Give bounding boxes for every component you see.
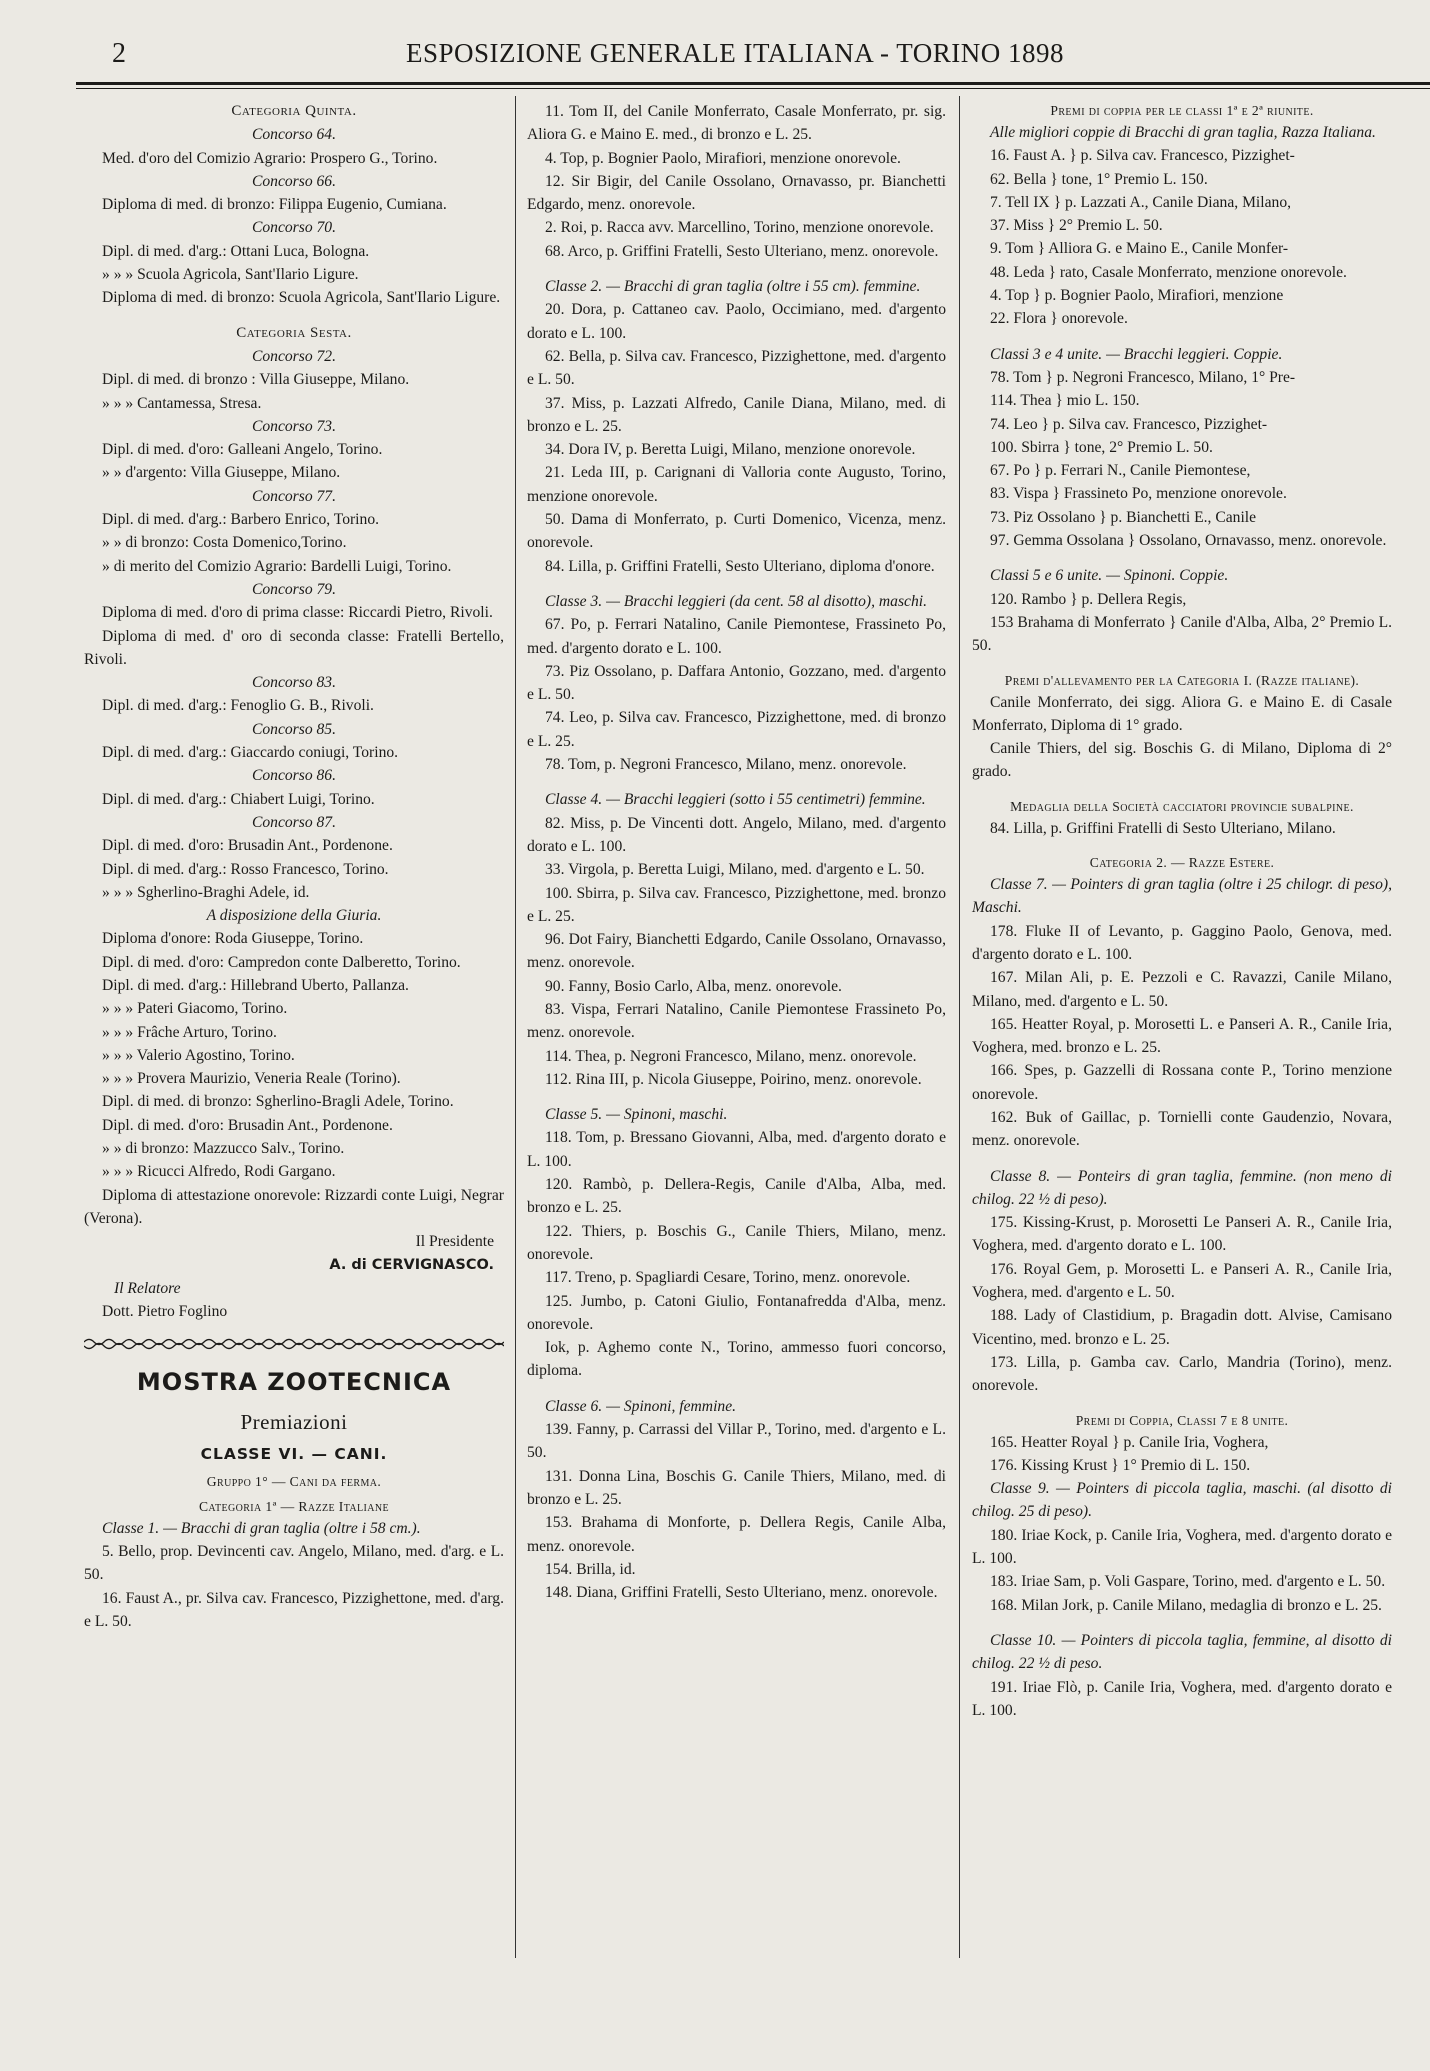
column-1-tail-entries	[84, 1517, 504, 1633]
subheading: Concorso 77.	[251, 487, 337, 505]
entry: 154. Brilla, id.	[545, 1560, 636, 1578]
entry: 16. Faust A., pr. Silva cav. Francesco, Pizzighettone, med. d'arg. e L. 50.	[84, 1589, 504, 1630]
entry: 114. Thea, p. Negroni Francesco, Milano, menz. onorevole.	[545, 1047, 917, 1065]
entry: 73. Piz Ossolano } p. Bianchetti E., Canile	[990, 508, 1257, 526]
subheading: Concorso 70.	[251, 219, 337, 237]
entry: » di merito del Comizio Agrario: Bardelli Luigi, Torino.	[102, 557, 452, 575]
entry: Diploma d'onore: Roda Giuseppe, Torino.	[102, 930, 364, 948]
entry: 131. Donna Lina, Boschis G. Canile Thiers, Milano, med. di bronzo e L. 25.	[527, 1467, 946, 1508]
header-rule	[76, 82, 1430, 85]
entry: 176. Royal Gem, p. Morosetti L. e Panseri A. R., Canile Iria, Voghera, med. d'argento e L. 50.	[972, 1260, 1392, 1302]
subheading: Concorso 72.	[251, 347, 337, 365]
entry: 100. Sbirra, p. Silva cav. Francesco, Pizzighettone, med. bronzo e L. 25.	[527, 884, 946, 925]
class-heading: Classe 7. — Pointers di gran taglia (oltre i 25 chilogr. di peso), Maschi.	[972, 876, 1392, 917]
entry: 117. Treno, p. Spagliardi Cesare, Torino, menz. onorevole.	[545, 1269, 911, 1287]
entry: Iok, p. Aghemo conte N., Torino, ammesso fuori concorso, diploma.	[527, 1339, 946, 1380]
subheading: Concorso 87.	[251, 813, 337, 831]
entry: Dipl. di med. d'arg.: Rosso Francesco, Torino.	[102, 860, 389, 878]
subheading: A disposizione della Giuria.	[206, 907, 382, 925]
entry: 78. Tom } p. Negroni Francesco, Milano, 1° Pre-	[990, 368, 1296, 386]
entry: Dipl. di med. d'arg.: Chiabert Luigi, Torino.	[102, 790, 375, 808]
entry: 168. Milan Jork, p. Canile Milano, medaglia di bronzo e L. 25.	[990, 1596, 1382, 1614]
entry: 48. Leda } rato, Casale Monferrato, menzione onorevole.	[990, 263, 1347, 281]
entry: 22. Flora } onorevole.	[990, 310, 1128, 328]
class-heading: Classe 8. — Ponteirs di gran taglia, femmine. (non meno di chilog. 22 ½ di peso).	[972, 1167, 1392, 1208]
entry: 4. Top } p. Bognier Paolo, Mirafiori, menzione	[990, 287, 1284, 305]
entry: Dipl. di med. d'arg.: Ottani Luca, Bologna.	[102, 242, 370, 260]
subheading: Concorso 86.	[251, 767, 337, 785]
entry: Dipl. di med. d'arg.: Hillebrand Uberto, Pallanza.	[102, 976, 409, 994]
entry: 178. Fluke II of Levanto, p. Gaggino Paolo, Genova, med. d'argento dorato e L. 100.	[972, 922, 1392, 963]
class-heading: Classe 10. — Pointers di piccola taglia, femmine, al disotto di chilog. 22 ½ di peso.	[972, 1631, 1392, 1673]
entry: Dipl. di med. d'arg.: Giaccardo coniugi, Torino.	[102, 744, 399, 762]
entry: 37. Miss, p. Lazzati Alfredo, Canile Diana, Milano, med. di bronzo e L. 25.	[527, 394, 946, 435]
entry: 100. Sbirra } tone, 2° Premio L. 50.	[990, 438, 1213, 456]
entry: Dipl. di med. d'oro: Brusadin Ant., Pordenone.	[102, 837, 393, 855]
column-2-entries	[527, 100, 946, 1604]
header-rule-thin	[76, 88, 1430, 89]
entry: 2. Roi, p. Racca avv. Marcellino, Torino, menzione onorevole.	[545, 219, 934, 237]
column-3	[972, 100, 1392, 1722]
section-heading: Premi di coppia per le classi 1ª e 2ª riunite.	[1050, 103, 1314, 118]
entry: 83. Vispa, Ferrari Natalino, Canile Piemontese Frassineto Po, menz. onorevole.	[527, 1000, 946, 1042]
entry: » » » Scuola Agricola, Sant'Ilario Ligure.	[102, 266, 359, 284]
entry: 122. Thiers, p. Boschis G., Canile Thiers, Milano, menz. onorevole.	[527, 1222, 946, 1263]
entry: 183. Iriae Sam, p. Voli Gaspare, Torino, med. d'argento e L. 50.	[990, 1573, 1386, 1591]
entry: 84. Lilla, p. Griffini Fratelli di Sesto Ulteriano, Milano.	[990, 819, 1336, 837]
page-number: 2	[112, 38, 126, 69]
entry: 9. Tom } Alliora G. e Maino E., Canile Monfer-	[990, 240, 1289, 258]
entry: 120. Rambo } p. Dellera Regis,	[990, 590, 1187, 608]
entry: 167. Milan Ali, p. E. Pezzoli e C. Ravazzi, Canile Milano, Milano, med. d'argento e L. 50.	[972, 969, 1392, 1010]
entry: 97. Gemma Ossolana } Ossolano, Ornavasso, menz. onorevole.	[990, 532, 1387, 550]
entry: 5. Bello, prop. Devincenti cav. Angelo, Milano, med. d'arg. e L. 50.	[84, 1543, 504, 1584]
entry: 139. Fanny, p. Carrassi del Villar P., Torino, med. d'argento e L. 50.	[527, 1421, 946, 1462]
gruppo-heading: Gruppo 1° — Cani da ferma.	[206, 1473, 382, 1489]
entry: 62. Bella, p. Silva cav. Francesco, Pizzighettone, med. d'argento e L. 50.	[527, 347, 946, 389]
signature-title: Il Presidente	[415, 1233, 494, 1251]
entry: » » » Ricucci Alfredo, Rodi Gargano.	[102, 1163, 336, 1181]
entry: 84. Lilla, p. Griffini Fratelli, Sesto Ulteriano, diploma d'onore.	[545, 557, 935, 575]
premiazioni-heading: Premiazioni	[240, 1410, 348, 1435]
entry: Diploma di med. di bronzo: Filippa Eugenio, Cumiana.	[102, 196, 447, 214]
entry: 125. Jumbo, p. Catoni Giulio, Fontanafredda d'Alba, menz. onorevole.	[527, 1292, 946, 1333]
class-heading: Classi 3 e 4 unite. — Bracchi leggieri. Coppie.	[990, 345, 1283, 363]
column-divider-2	[959, 96, 960, 1958]
entry: » » d'argento: Villa Giuseppe, Milano.	[102, 464, 341, 482]
entry: 4. Top, p. Bognier Paolo, Mirafiori, menzione onorevole.	[545, 149, 901, 167]
entry: 74. Leo } p. Silva cav. Francesco, Pizzighet-	[990, 415, 1268, 433]
entry: 12. Sir Bigir, del Canile Ossolano, Ornavasso, pr. Bianchetti Edgardo, menz. onorevole.	[527, 172, 946, 214]
entry: 188. Lady of Clastidium, p. Bragadin dott. Alvise, Camisano Vicentino, med. bronzo e L. 25.	[972, 1307, 1392, 1348]
entry: 37. Miss } 2° Premio L. 50.	[990, 217, 1163, 235]
entry: 191. Iriae Flò, p. Canile Iria, Voghera, med. d'argento dorato e L. 100.	[972, 1678, 1392, 1719]
column-3-entries	[972, 100, 1392, 1722]
entry: 16. Faust A. } p. Silva cav. Francesco, Pizzighet-	[990, 147, 1295, 165]
entry: » » » Provera Maurizio, Veneria Reale (Torino).	[102, 1070, 401, 1088]
entry: » » » Valerio Agostino, Torino.	[102, 1046, 295, 1064]
subheading: Concorso 83.	[251, 674, 337, 692]
class-heading: Classe 6. — Spinoni, femmine.	[545, 1397, 737, 1415]
entry: 175. Kissing-Krust, p. Morosetti Le Panseri A. R., Canile Iria, Voghera, med. d'argento dorato e L. 100.	[972, 1214, 1392, 1255]
entry: 34. Dora IV, p. Beretta Luigi, Milano, menzione onorevole.	[545, 441, 916, 459]
entry: 68. Arco, p. Griffini Fratelli, Sesto Ulteriano, menz. onorevole.	[545, 242, 939, 260]
entry: 7. Tell IX } p. Lazzati A., Canile Diana, Milano,	[990, 193, 1292, 211]
entry: 96. Dot Fairy, Bianchetti Edgardo, Canile Ossolano, Ornavasso, menz. onorevole.	[527, 931, 946, 972]
entry: 83. Vispa } Frassineto Po, menzione onorevole.	[990, 485, 1287, 503]
entry: 67. Po, p. Ferrari Natalino, Canile Piemontese, Frassineto Po, med. d'argento dorato e L. 100.	[527, 616, 946, 657]
entry: Diploma di med. di bronzo: Scuola Agricola, Sant'Ilario Ligure.	[102, 289, 501, 307]
column-1	[84, 100, 504, 1633]
entry: 180. Iriae Kock, p. Canile Iria, Voghera, med. d'argento dorato e L. 100.	[972, 1526, 1392, 1568]
section-title: MOSTRA ZOOTECNICA	[136, 1368, 452, 1397]
entry: 173. Lilla, p. Gamba cav. Carlo, Mandria (Torino), menz. onorevole.	[972, 1353, 1392, 1395]
entry: 114. Thea } mio L. 150.	[990, 392, 1140, 410]
entry: Diploma di med. d' oro di seconda classe: Fratelli Bertello, Rivoli.	[84, 627, 504, 668]
entry: Dipl. di med. di bronzo : Villa Giuseppe, Milano.	[102, 371, 410, 389]
entry: 153 Brahama di Monferrato } Canile d'Alba, Alba, 2° Premio L. 50.	[972, 613, 1392, 655]
entry: » » di bronzo: Costa Domenico,Torino.	[102, 534, 347, 552]
entry: Dott. Pietro Foglino	[102, 1303, 228, 1321]
categoria-heading: Categoria 1ª — Razze Italiane	[198, 1498, 390, 1514]
ornamental-divider	[84, 1337, 504, 1351]
entry: 112. Rina III, p. Nicola Giuseppe, Poirino, menz. onorevole.	[545, 1070, 922, 1088]
page-header	[0, 28, 1430, 78]
class-heading: Classe 3. — Bracchi leggieri (da cent. 58 al disotto), maschi.	[545, 592, 928, 610]
entry: 62. Bella } tone, 1° Premio L. 150.	[990, 170, 1208, 188]
entry: 74. Leo, p. Silva cav. Francesco, Pizzighettone, med. di bronzo e L. 25.	[527, 709, 946, 750]
entry: Dipl. di med. d'oro: Galleani Angelo, Torino.	[102, 441, 383, 459]
entry: 20. Dora, p. Cattaneo cav. Paolo, Occimiano, med. d'argento dorato e L. 100.	[527, 301, 946, 342]
subheading: Concorso 79.	[251, 580, 337, 598]
entry: Diploma di attestazione onorevole: Rizzardi conte Luigi, Negrar (Verona).	[84, 1186, 504, 1227]
entry: » » di bronzo: Mazzucco Salv., Torino.	[102, 1140, 345, 1158]
entry: » » » Sgherlino-Braghi Adele, id.	[102, 883, 310, 901]
running-title: ESPOSIZIONE GENERALE ITALIANA - TORINO 1898	[405, 38, 1065, 68]
entry: Dipl. di med. d'arg.: Barbero Enrico, Torino.	[102, 511, 380, 529]
entry: 148. Diana, Griffini Fratelli, Sesto Ulteriano, menz. onorevole.	[545, 1584, 938, 1602]
column-divider-1	[515, 96, 516, 1958]
subheading: Concorso 64.	[251, 126, 337, 144]
entry: Dipl. di med. di bronzo: Sgherlino-Bragli Adele, Torino.	[102, 1093, 454, 1111]
entry: 33. Virgola, p. Beretta Luigi, Milano, med. d'argento e L. 50.	[545, 861, 925, 879]
entry: » » » Cantamessa, Stresa.	[102, 394, 262, 412]
entry: Dipl. di med. d'oro: Brusadin Ant., Pordenone.	[102, 1116, 393, 1134]
section-heading: Premi d'allevamento per la Categoria I. (Razze italiane).	[1004, 672, 1360, 688]
entry: 120. Rambò, p. Dellera-Regis, Canile d'Alba, Alba, med. bronzo e L. 25.	[527, 1176, 946, 1217]
entry: Diploma di med. d'oro di prima classe: Riccardi Pietro, Rivoli.	[102, 604, 493, 622]
entry: 78. Tom, p. Negroni Francesco, Milano, menz. onorevole.	[545, 756, 907, 774]
class-heading: Classe 9. — Pointers di piccola taglia, maschi. (al disotto di chilog. 25 di peso).	[972, 1480, 1392, 1521]
entry: 165. Heatter Royal, p. Morosetti L. e Panseri A. R., Canile Iria, Voghera, med. bronzo e L. 25.	[972, 1015, 1392, 1057]
subheading: Concorso 85.	[251, 720, 337, 738]
subheading: Concorso 66.	[251, 172, 337, 190]
entry: 118. Tom, p. Bressano Giovanni, Alba, med. d'argento dorato e L. 100.	[527, 1129, 946, 1170]
subheading: Concorso 73.	[251, 417, 337, 435]
entry: 50. Dama di Monferrato, p. Curti Domenico, Vicenza, menz. onorevole.	[527, 511, 946, 552]
class-heading: Classe 2. — Bracchi di gran taglia (oltre i 55 cm). femmine.	[545, 278, 921, 296]
entry: Med. d'oro del Comizio Agrario: Prospero G., Torino.	[102, 149, 438, 167]
entry: 165. Heatter Royal } p. Canile Iria, Voghera,	[990, 1433, 1269, 1451]
class-heading: Classe 4. — Bracchi leggieri (sotto i 55 centimetri) femmine.	[545, 791, 926, 809]
entry: 162. Buk of Gaillac, p. Tornielli conte Gaudenzio, Novara, menz. onorevole.	[972, 1108, 1392, 1150]
entry: 67. Po } p. Ferrari N., Canile Piemontese,	[990, 462, 1251, 480]
entry: 82. Miss, p. De Vincenti dott. Angelo, Milano, med. d'argento dorato e L. 100.	[527, 814, 946, 855]
relatore-label: Il Relatore	[114, 1279, 181, 1297]
entry: Canile Monferrato, dei sigg. Aliora G. e Maino E. di Casale Monferrato, Diploma di 1° grado.	[972, 693, 1392, 734]
entry: 90. Fanny, Bosio Carlo, Alba, menz. onorevole.	[545, 977, 842, 995]
category-heading: Categoria Quinta.	[231, 103, 357, 119]
entry: 176. Kissing Krust } 1° Premio di L. 150.	[990, 1456, 1251, 1474]
entry: 73. Piz Ossolano, p. Daffara Antonio, Gozzano, med. d'argento e L. 50.	[527, 662, 946, 704]
class-heading: Alle migliori coppie di Bracchi di gran taglia, Razza Italiana.	[990, 124, 1376, 141]
column-1-entries	[84, 100, 504, 1323]
classe-heading: CLASSE VI. — CANI.	[200, 1445, 388, 1464]
column-2	[527, 100, 946, 1604]
entry: 153. Brahama di Monforte, p. Dellera Regis, Canile Alba, menz. onorevole.	[527, 1514, 946, 1555]
entry: Canile Thiers, del sig. Boschis G. di Milano, Diploma di 2° grado.	[972, 740, 1392, 781]
entry: Dipl. di med. d'arg.: Fenoglio G. B., Rivoli.	[102, 697, 374, 715]
class-heading: Classe 5. — Spinoni, maschi.	[545, 1106, 728, 1124]
entry: 11. Tom II, del Canile Monferrato, Casale Monferrato, pr. sig. Aliora G. e Maino E. med., di bronzo e L. 25.	[527, 103, 946, 144]
class-heading: Classi 5 e 6 unite. — Spinoni. Coppie.	[990, 567, 1229, 585]
section-heading: Premi di Coppia, Classi 7 e 8 unite.	[1075, 1412, 1289, 1428]
entry: 21. Leda III, p. Carignani di Valloria conte Augusto, Torino, menzione onorevole.	[527, 464, 946, 505]
section-heading: Medaglia della Società cacciatori provincie subalpine.	[1010, 798, 1354, 814]
entry: 166. Spes, p. Gazzelli di Rossana conte P., Torino menzione onorevole.	[972, 1062, 1392, 1103]
category-heading: Categoria Sesta.	[236, 324, 352, 341]
entry: » » » Frâche Arturo, Torino.	[102, 1023, 277, 1041]
entry: Dipl. di med. d'oro: Campredon conte Dalberetto, Torino.	[102, 953, 461, 971]
class-heading: Classe 1. — Bracchi di gran taglia (oltre i 58 cm.).	[102, 1519, 421, 1537]
section-heading: Categoria 2. — Razze Estere.	[1089, 855, 1275, 871]
entry: » » » Pateri Giacomo, Torino.	[102, 1000, 288, 1018]
signature-name: A. di CERVIGNASCO.	[329, 1256, 494, 1273]
